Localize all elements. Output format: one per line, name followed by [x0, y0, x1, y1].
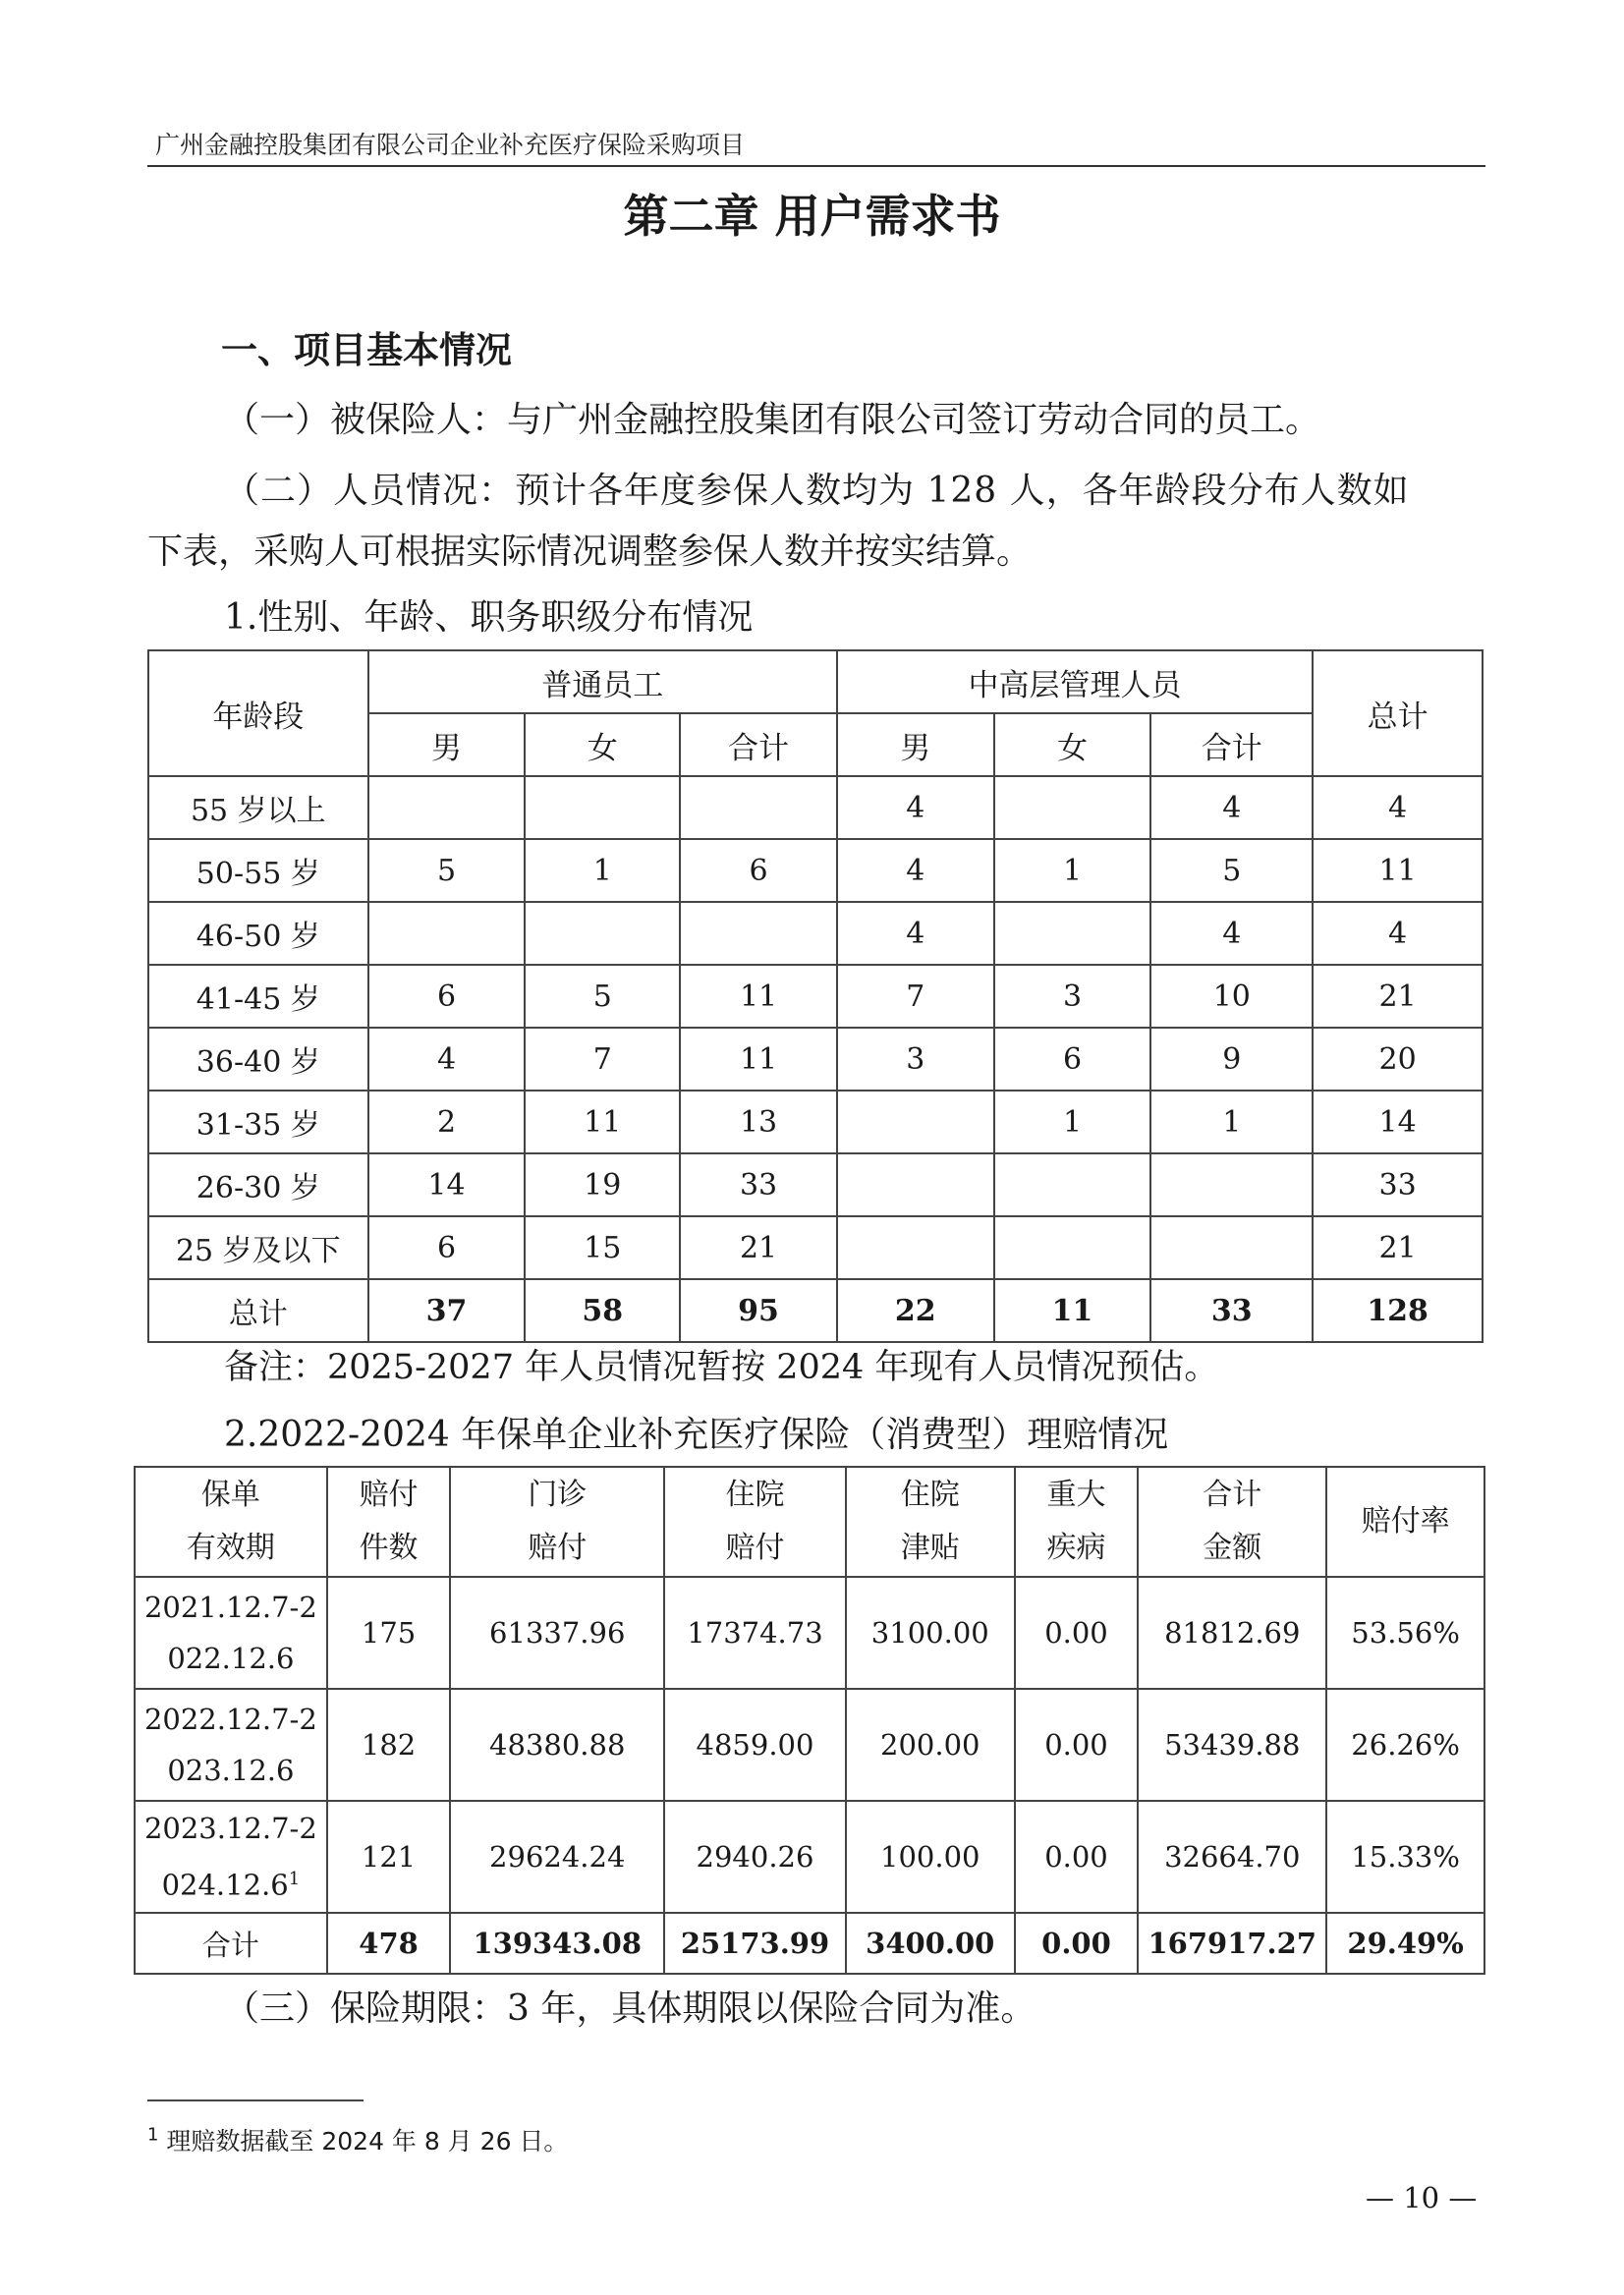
header-outpatient: 门诊 赔付 — [450, 1467, 664, 1577]
age-cell: 31-35 岁 — [148, 1091, 368, 1153]
table-row — [148, 839, 1483, 902]
table-cell: 5 — [368, 839, 526, 902]
table-cell: 19 — [525, 1153, 680, 1216]
table-row — [148, 1028, 1483, 1091]
table-cell: 14 — [368, 1153, 526, 1216]
header-subtotal: 合计 — [1150, 713, 1313, 776]
table-row — [148, 902, 1483, 965]
table-cell: 32664.70 — [1138, 1801, 1326, 1913]
header-rule — [147, 165, 1485, 167]
total-cell: 29.49% — [1326, 1913, 1484, 1974]
table-cell: 3 — [837, 1028, 994, 1091]
header-male: 男 — [368, 713, 526, 776]
table-cell: 13 — [680, 1091, 837, 1153]
page-number: — 10 — — [1366, 2181, 1478, 2214]
header-age: 年龄段 — [148, 650, 368, 776]
table-cell: 7 — [525, 1028, 680, 1091]
table-cell: 2940.26 — [664, 1801, 846, 1913]
table-cell: 1 — [525, 839, 680, 902]
table-cell: 15 — [525, 1216, 680, 1279]
total-label: 合计 — [135, 1913, 327, 1974]
table-cell — [1150, 1216, 1313, 1279]
age-cell: 50-55 岁 — [148, 839, 368, 902]
table-cell: 182 — [327, 1689, 451, 1801]
table-cell: 6 — [994, 1028, 1151, 1091]
header-policy-period: 保单 有效期 — [135, 1467, 327, 1577]
table-cell — [994, 1216, 1151, 1279]
policy-period-cell: 2022.12.7-2 023.12.6 — [135, 1689, 327, 1801]
header-female: 女 — [525, 713, 680, 776]
table-cell: 4 — [368, 1028, 526, 1091]
table-cell: 21 — [1313, 965, 1483, 1028]
header-critical-illness: 重大 疾病 — [1015, 1467, 1139, 1577]
total-row — [148, 1279, 1483, 1342]
table-cell: 15.33% — [1326, 1801, 1484, 1913]
footnote-rule — [147, 2099, 364, 2101]
total-cell: 139343.08 — [450, 1913, 664, 1974]
table-cell: 14 — [1313, 1091, 1483, 1153]
table-cell: 4 — [837, 839, 994, 902]
table-cell: 6 — [368, 1216, 526, 1279]
header-female: 女 — [994, 713, 1151, 776]
age-cell: 36-40 岁 — [148, 1028, 368, 1091]
table-cell: 4859.00 — [664, 1689, 846, 1801]
table-cell — [837, 1216, 994, 1279]
table-cell — [368, 902, 526, 965]
header-management: 中高层管理人员 — [837, 650, 1313, 713]
table-cell: 2 — [368, 1091, 526, 1153]
total-cell: 11 — [994, 1279, 1151, 1342]
total-cell: 3400.00 — [846, 1913, 1015, 1974]
total-label: 总计 — [148, 1279, 368, 1342]
paragraph-personnel-line1: （二）人员情况：预计各年度参保人数均为 128 人，各年龄段分布人数如 — [224, 471, 1410, 511]
footnote — [147, 2122, 568, 2157]
table-cell: 4 — [837, 776, 994, 839]
table-cell: 10 — [1150, 965, 1313, 1028]
table-cell: 33 — [1313, 1153, 1483, 1216]
header-subtotal: 合计 — [680, 713, 837, 776]
table-cell — [837, 1091, 994, 1153]
total-cell: 128 — [1313, 1279, 1483, 1342]
table-cell: 17374.73 — [664, 1577, 846, 1689]
total-cell: 33 — [1150, 1279, 1313, 1342]
table-row — [148, 776, 1483, 839]
table-cell: 175 — [327, 1577, 451, 1689]
age-cell: 26-30 岁 — [148, 1153, 368, 1216]
table-cell: 81812.69 — [1138, 1577, 1326, 1689]
footnote-text: 理赔数据截至 2024 年 8 月 26 日。 — [166, 2127, 569, 2155]
table-row — [135, 1577, 1484, 1689]
table-cell: 4 — [1150, 776, 1313, 839]
table-cell: 26.26% — [1326, 1689, 1484, 1801]
table-cell: 11 — [525, 1091, 680, 1153]
chapter-title: 第二章 用户需求书 — [623, 190, 1001, 243]
table-cell: 1 — [994, 839, 1151, 902]
total-cell: 37 — [368, 1279, 526, 1342]
table-cell: 21 — [1313, 1216, 1483, 1279]
table-cell: 53.56% — [1326, 1577, 1484, 1689]
table1-note: 备注：2025-2027 年人员情况暂按 2024 年现有人员情况预估。 — [224, 1348, 1219, 1387]
table-cell: 1 — [994, 1091, 1151, 1153]
table-cell: 29624.24 — [450, 1801, 664, 1913]
page-header: 广州金融控股集团有限公司企业补充医疗保险采购项目 — [155, 131, 746, 159]
table-cell — [994, 902, 1151, 965]
table-cell: 11 — [1313, 839, 1483, 902]
table-row — [148, 1091, 1483, 1153]
table-cell: 5 — [525, 965, 680, 1028]
total-cell: 25173.99 — [664, 1913, 846, 1974]
table-row — [148, 1153, 1483, 1216]
total-row — [135, 1913, 1484, 1974]
table-cell: 4 — [837, 902, 994, 965]
table-cell — [680, 902, 837, 965]
age-cell: 46-50 岁 — [148, 902, 368, 965]
table-cell: 11 — [680, 1028, 837, 1091]
header-total-amount: 合计 金额 — [1138, 1467, 1326, 1577]
table-cell: 100.00 — [846, 1801, 1015, 1913]
claims-table — [134, 1466, 1485, 1975]
table-cell: 6 — [680, 839, 837, 902]
table-cell: 0.00 — [1015, 1801, 1139, 1913]
table-cell: 0.00 — [1015, 1577, 1139, 1689]
age-cell: 55 岁以上 — [148, 776, 368, 839]
table-cell: 5 — [1150, 839, 1313, 902]
table-cell: 21 — [680, 1216, 837, 1279]
total-cell: 478 — [327, 1913, 451, 1974]
footnote-ref: 1 — [288, 1869, 301, 1890]
header-claim-ratio: 赔付率 — [1326, 1467, 1484, 1577]
policy-period-cell: 2023.12.7-2 024.12.6$^1$ — [135, 1801, 327, 1913]
age-cell: 41-45 岁 — [148, 965, 368, 1028]
table-cell: 33 — [680, 1153, 837, 1216]
total-cell: 22 — [837, 1279, 994, 1342]
table-cell — [994, 1153, 1151, 1216]
table2-caption: 2.2022-2024 年保单企业补充医疗保险（消费型）理赔情况 — [224, 1415, 1169, 1455]
table-cell: 53439.88 — [1138, 1689, 1326, 1801]
table-cell: 20 — [1313, 1028, 1483, 1091]
total-cell: 0.00 — [1015, 1913, 1139, 1974]
staff-distribution-table — [147, 649, 1484, 1343]
table-cell: 4 — [1313, 902, 1483, 965]
table-cell: 61337.96 — [450, 1577, 664, 1689]
policy-period-cell: 2021.12.7-2 022.12.6 — [135, 1577, 327, 1689]
table1-caption: 1.性别、年龄、职务职级分布情况 — [224, 597, 754, 638]
table-cell: 200.00 — [846, 1689, 1015, 1801]
table-cell — [525, 776, 680, 839]
table-cell: 48380.88 — [450, 1689, 664, 1801]
paragraph-insurance-period: （三）保险期限：3 年，具体期限以保险合同为准。 — [224, 1988, 1036, 2029]
table-cell: 4 — [1313, 776, 1483, 839]
paragraph-personnel-line2: 下表，采购人可根据实际情况调整参保人数并按实结算。 — [147, 532, 1033, 572]
table-cell — [837, 1153, 994, 1216]
header-inpatient: 住院 赔付 — [664, 1467, 846, 1577]
table-cell: 7 — [837, 965, 994, 1028]
table-cell: 9 — [1150, 1028, 1313, 1091]
table-cell: 3 — [994, 965, 1151, 1028]
table-cell: 1 — [1150, 1091, 1313, 1153]
footnote-mark: 1 — [147, 2124, 159, 2146]
header-total: 总计 — [1313, 650, 1483, 776]
header-claim-count: 赔付 件数 — [327, 1467, 451, 1577]
header-general-staff: 普通员工 — [368, 650, 837, 713]
table-cell — [680, 776, 837, 839]
table-cell: 11 — [680, 965, 837, 1028]
total-cell: 95 — [680, 1279, 837, 1342]
table-cell — [1150, 1153, 1313, 1216]
table-cell: 121 — [327, 1801, 451, 1913]
section-title: 一、项目基本情况 — [221, 329, 512, 371]
header-male: 男 — [837, 713, 994, 776]
paragraph-insured: （一）被保险人：与广州金融控股集团有限公司签订劳动合同的员工。 — [224, 400, 1321, 440]
total-cell: 58 — [525, 1279, 680, 1342]
table-cell: 0.00 — [1015, 1689, 1139, 1801]
table-row — [135, 1801, 1484, 1913]
table-cell: 3100.00 — [846, 1577, 1015, 1689]
table-row — [148, 1216, 1483, 1279]
table-row — [148, 965, 1483, 1028]
header-allowance: 住院 津贴 — [846, 1467, 1015, 1577]
table-cell — [994, 776, 1151, 839]
total-cell: 167917.27 — [1138, 1913, 1326, 1974]
table-cell — [368, 776, 526, 839]
age-cell: 25 岁及以下 — [148, 1216, 368, 1279]
table-cell: 4 — [1150, 902, 1313, 965]
table-row — [135, 1689, 1484, 1801]
table-cell — [525, 902, 680, 965]
table-cell: 6 — [368, 965, 526, 1028]
